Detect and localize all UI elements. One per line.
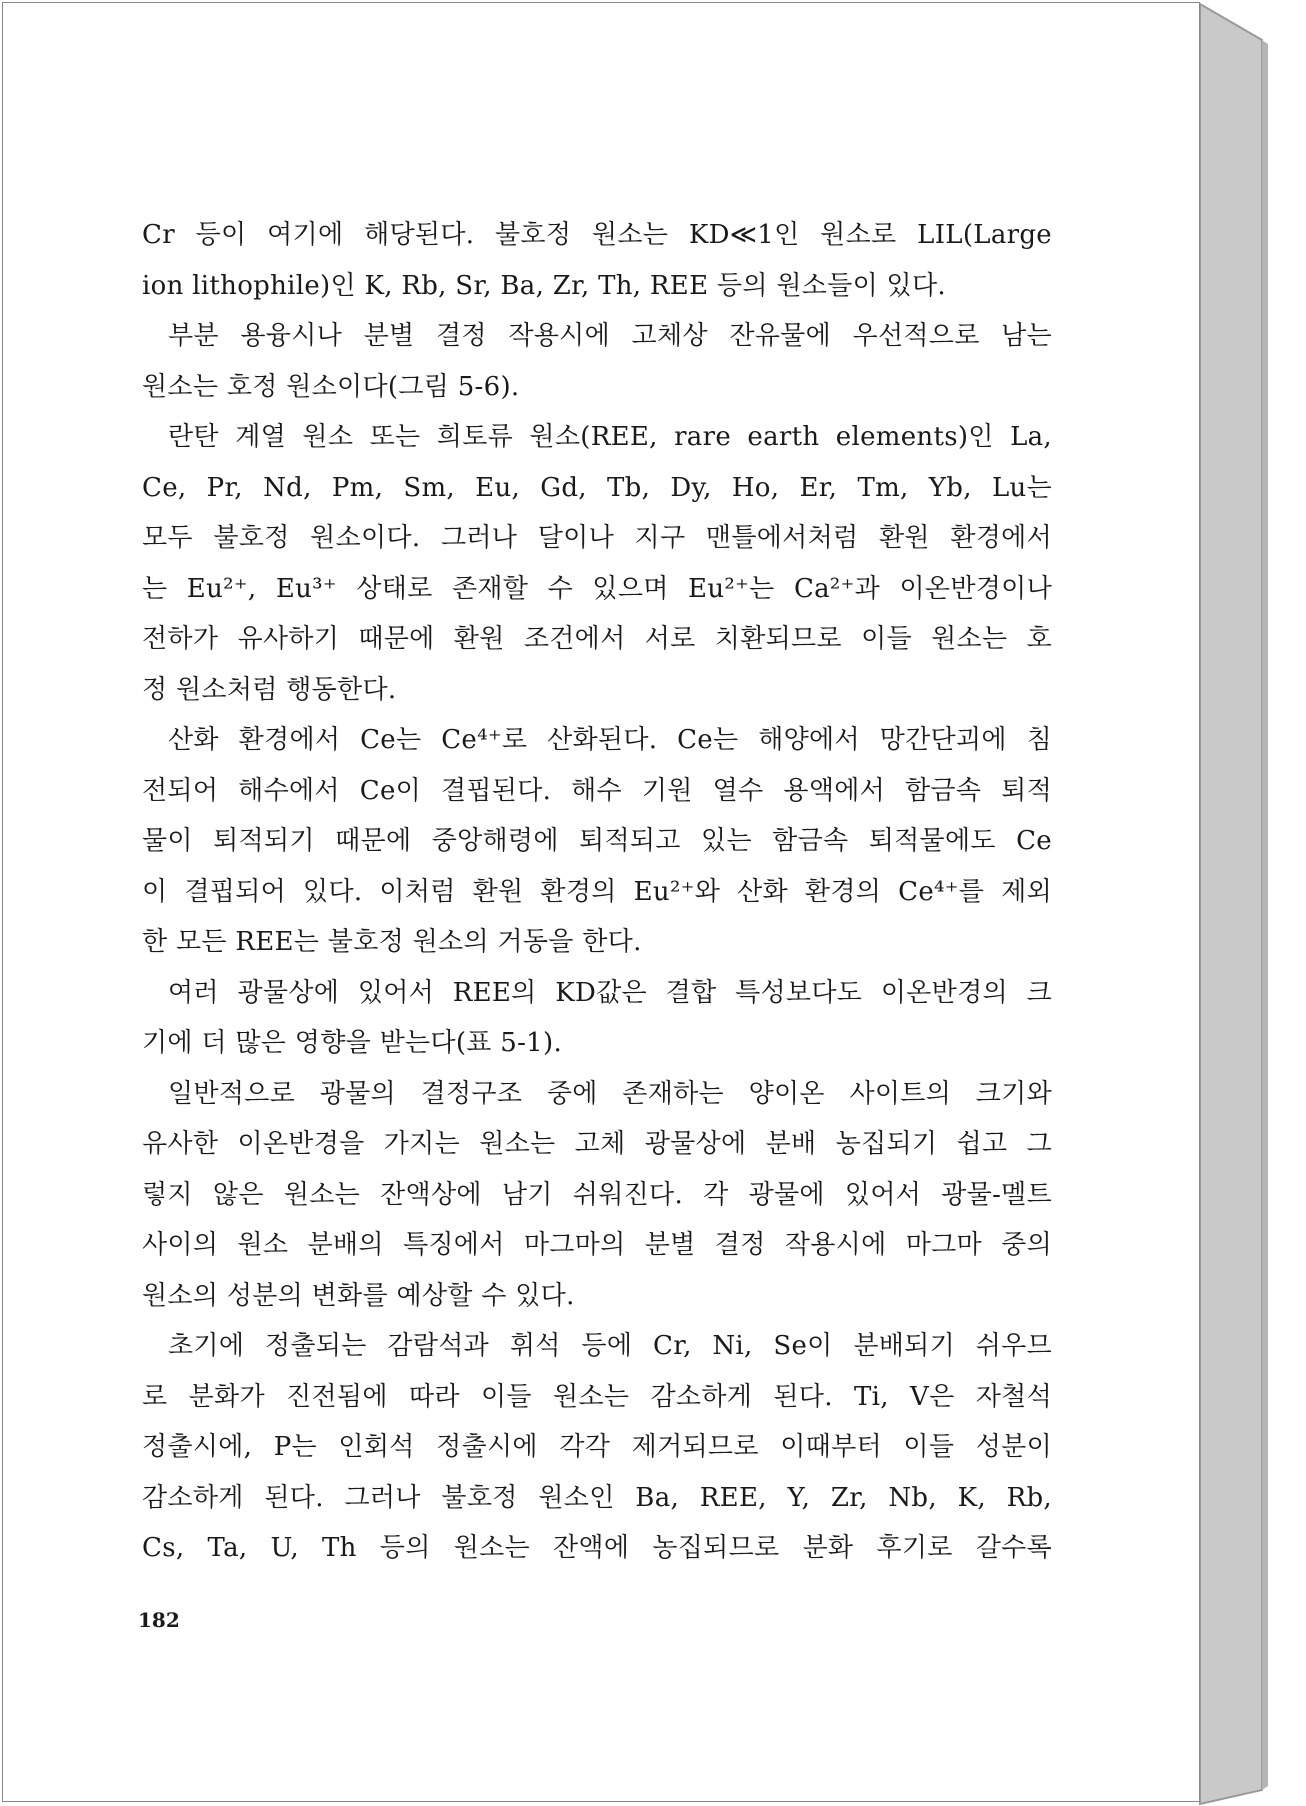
- text-line: 로 분화가 진전됨에 따라 이들 원소는 감소하게 된다. Ti, V은 자철석: [142, 1381, 1052, 1412]
- text-line: Cs, Ta, U, Th 등의 원소는 잔액에 농집되므로 분화 후기로 갈수록: [142, 1533, 1052, 1563]
- text-line: 모두 불호정 원소이다. 그러나 달이나 지구 맨틀에서처럼 환원 환경에서: [142, 523, 1052, 553]
- text-line: 원소의 성분의 변화를 예상할 수 있다.: [142, 1280, 575, 1311]
- text-line: 기에 더 많은 영향을 받는다(표 5-1).: [142, 1028, 563, 1058]
- text-line: Cr 등이 여기에 해당된다. 불호정 원소는 KD≪1인 원소로 LIL(Large: [142, 220, 1052, 250]
- text-line: 란탄 계열 원소 또는 희토류 원소(REE, rare earth elements)인 La,: [168, 422, 1052, 452]
- body-text: [142, 210, 1052, 1574]
- text-line: 한 모든 REE는 불호정 원소의 거동을 한다.: [142, 927, 642, 957]
- text-line: 렇지 않은 원소는 잔액상에 남기 쉬워진다. 각 광물에 있어서 광물-멜트: [142, 1179, 1052, 1210]
- text-line: 물이 퇴적되기 때문에 중앙해령에 퇴적되고 있는 함금속 퇴적물에도 Ce: [142, 826, 1052, 856]
- text-line: ion lithophile)인 K, Rb, Sr, Ba, Zr, Th, REE 등의 원소들이 있다.: [142, 270, 946, 301]
- text-line: 정 원소처럼 행동한다.: [142, 674, 397, 705]
- text-line: 여러 광물상에 있어서 REE의 KD값은 결합 특성보다도 이온반경의 크: [168, 977, 1052, 1008]
- text-line: 감소하게 된다. 그러나 불호정 원소인 Ba, REE, Y, Zr, Nb, K, Rb,: [142, 1482, 1052, 1513]
- text-line: 일반적으로 광물의 결정구조 중에 존재하는 양이온 사이트의 크기와: [168, 1078, 1052, 1109]
- text-line: Ce, Pr, Nd, Pm, Sm, Eu, Gd, Tb, Dy, Ho, Er, Tm, Yb, Lu는: [142, 472, 1052, 503]
- text-line: 초기에 정출되는 감람석과 휘석 등에 Cr, Ni, Se이 분배되기 쉬우므: [168, 1331, 1052, 1361]
- text-line: 원소는 호정 원소이다(그림 5-6).: [142, 371, 520, 402]
- text-line: 사이의 원소 분배의 특징에서 마그마의 분별 결정 작용시에 마그마 중의: [142, 1230, 1052, 1260]
- text-line: 정출시에, P는 인회석 정출시에 각각 제거되므로 이때부터 이들 성분이: [142, 1432, 1052, 1462]
- text-line: 부분 용융시나 분별 결정 작용시에 고체상 잔유물에 우선적으로 남는: [168, 321, 1052, 351]
- book-spine-side: [1200, 4, 1262, 1804]
- text-line: 이 결핍되어 있다. 이처럼 환원 환경의 Eu²⁺와 산화 환경의 Ce⁴⁺를 제외: [142, 876, 1052, 907]
- text-line: 유사한 이온반경을 가지는 원소는 고체 광물상에 분배 농집되기 쉽고 그: [142, 1129, 1052, 1159]
- text-line: 전되어 해수에서 Ce이 결핍된다. 해수 기원 열수 용액에서 함금속 퇴적: [142, 775, 1052, 806]
- text-line: 전하가 유사하기 때문에 환원 조건에서 서로 치환되므로 이들 원소는 호: [142, 624, 1052, 654]
- book-spine-shadow: [1262, 40, 1268, 1790]
- text-line: 산화 환경에서 Ce는 Ce⁴⁺로 산화된다. Ce는 해양에서 망간단괴에 침: [168, 725, 1052, 755]
- text-line: 는 Eu²⁺, Eu³⁺ 상태로 존재할 수 있으며 Eu²⁺는 Ca²⁺과 이온반경이나: [142, 573, 1052, 604]
- page-number: 182: [138, 1608, 180, 1632]
